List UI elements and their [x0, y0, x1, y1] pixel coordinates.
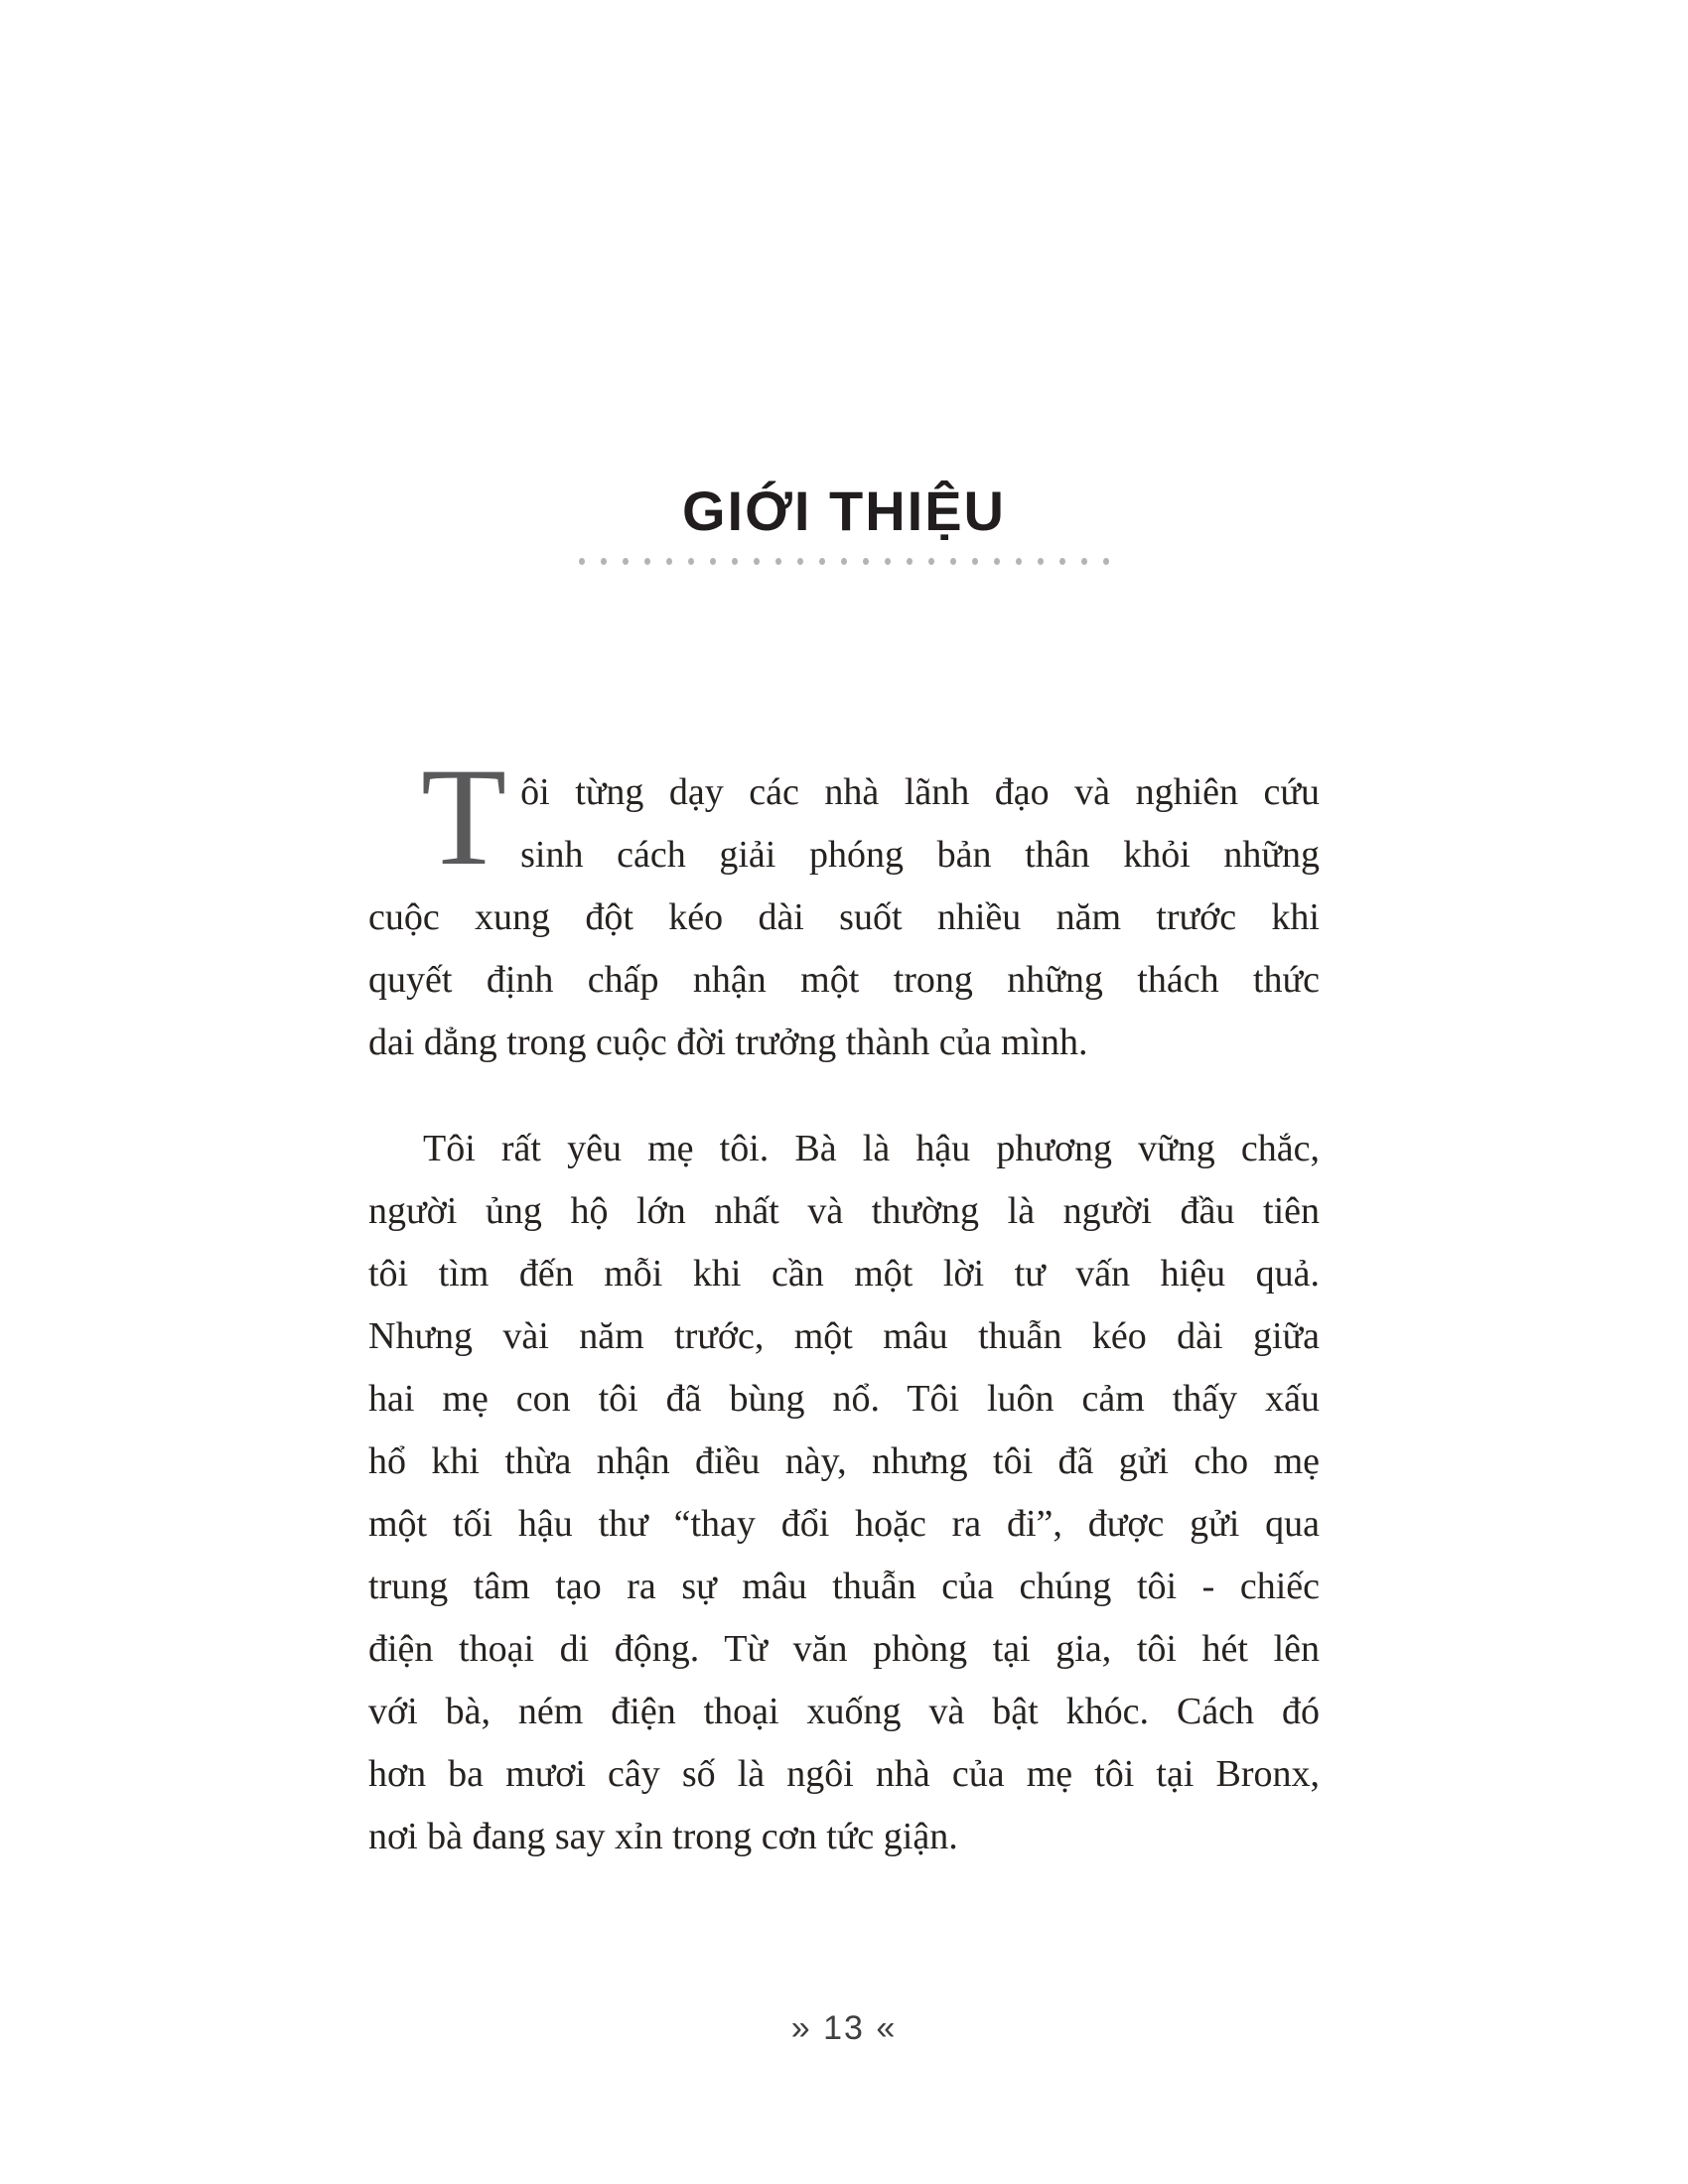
chapter-title: GIỚI THIỆU [681, 479, 1006, 542]
body-text [368, 740, 1320, 1868]
text-line: hơn ba mươi cây số là ngôi nhà của mẹ tôi tại Bronx, [368, 1753, 1320, 1795]
ornament-dot [1038, 558, 1044, 565]
text-line: người ủng hộ lớn nhất và thường là người đầu tiên [368, 1190, 1320, 1232]
text-line: Nhưng vài năm trước, một mâu thuẫn kéo dài giữa [368, 1315, 1320, 1357]
paragraph-1 [368, 740, 1320, 1074]
ornament-dot [710, 558, 716, 565]
drop-cap-letter: T [421, 740, 507, 894]
ornament-dot [1059, 558, 1065, 565]
ornament-dot [1081, 558, 1087, 565]
ornament-dot [863, 558, 869, 565]
ornament-dot [797, 558, 803, 565]
text-line: dai dẳng trong cuộc đời trưởng thành của mình. [368, 1022, 1088, 1063]
text-line: sinh cách giải phóng bản thân khỏi những [520, 834, 1320, 876]
ornament-dot [579, 558, 585, 565]
ornament-dot [972, 558, 978, 565]
ornament-dot [950, 558, 956, 565]
ornament-dot [1016, 558, 1022, 565]
ornament-dots [0, 558, 1688, 565]
ornament-dot [775, 558, 781, 565]
text-line: hai mẹ con tôi đã bùng nổ. Tôi luôn cảm thấy xấu [368, 1378, 1320, 1420]
ornament-dot [907, 558, 913, 565]
ornament-dot [623, 558, 629, 565]
ornament-dot [688, 558, 694, 565]
ornament-dot [885, 558, 891, 565]
ornament-dot [819, 558, 825, 565]
ornament-dot [666, 558, 672, 565]
ornament-dot [841, 558, 847, 565]
text-line: tôi tìm đến mỗi khi cần một lời tư vấn hiệu quả. [368, 1253, 1320, 1295]
page-number: » 13 « [790, 2009, 898, 2047]
ornament-dot [1103, 558, 1109, 565]
ornament-dot [601, 558, 607, 565]
text-line: cuộc xung đột kéo dài suốt nhiều năm trước khi [368, 896, 1320, 938]
text-line: điện thoại di động. Từ văn phòng tại gia, tôi hét lên [368, 1628, 1320, 1670]
paragraph-2 [368, 1118, 1320, 1868]
text-line: hổ khi thừa nhận điều này, nhưng tôi đã gửi cho mẹ [368, 1440, 1320, 1482]
ornament-dot [754, 558, 760, 565]
ornament-dot [928, 558, 934, 565]
text-line: Tôi rất yêu mẹ tôi. Bà là hậu phương vững chắc, [423, 1128, 1320, 1169]
text-line: quyết định chấp nhận một trong những thách thức [368, 959, 1320, 1001]
text-line: với bà, ném điện thoại xuống và bật khóc. Cách đó [368, 1691, 1320, 1732]
text-line: ôi từng dạy các nhà lãnh đạo và nghiên cứu [520, 771, 1320, 813]
ornament-dot [732, 558, 738, 565]
text-line: một tối hậu thư “thay đổi hoặc ra đi”, được gửi qua [368, 1503, 1320, 1545]
text-line: trung tâm tạo ra sự mâu thuẫn của chúng tôi - chiếc [368, 1566, 1320, 1607]
ornament-dot [644, 558, 650, 565]
ornament-dot [994, 558, 1000, 565]
text-line: nơi bà đang say xỉn trong cơn tức giận. [368, 1816, 958, 1857]
